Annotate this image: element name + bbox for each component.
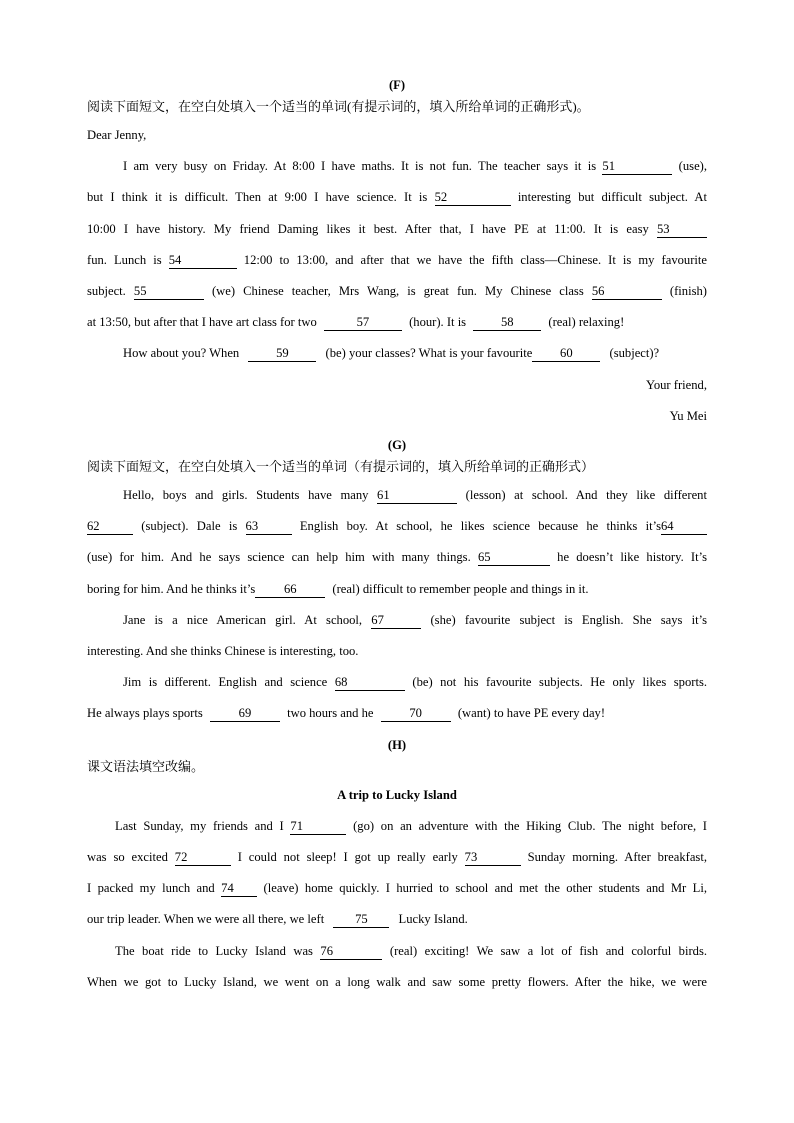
passage-line: boring for him. And he thinks it’s 66 (real) difficult to remember people and things in it.: [87, 581, 589, 596]
passage-line: interesting. And she thinks Chinese is interesting, too.: [87, 644, 359, 659]
passage-line: He always plays sports 69 two hours and he 70 (want) to have PE every day!: [87, 706, 606, 721]
passage-line: our trip leader. When we were all there, we left 75 Lucky Island.: [87, 912, 468, 927]
answer-blank-55[interactable]: 55: [134, 284, 204, 300]
passage-line: was so excited 72 I could not sleep! I got up really early 73 Sunday morning. After breakfast,: [87, 850, 707, 865]
answer-blank-66[interactable]: 66: [255, 582, 325, 598]
answer-blank-70[interactable]: 70: [381, 706, 451, 722]
passage-line: Last Sunday, my friends and I 71 (go) on an adventure with the Hiking Club. The night before, I: [115, 818, 707, 833]
answer-blank-74[interactable]: 74: [221, 881, 257, 897]
answer-blank-56[interactable]: 56: [592, 284, 662, 300]
passage-line: (use) for him. And he says science can help him with many things. 65 he doesn’t like history. It’s: [87, 550, 708, 565]
section-f-instruction: 阅读下面短文，在空白处填入一个适当的单词(有提示词的，填入所给单词的正确形式)。: [87, 99, 590, 114]
passage-line: Jim is different. English and science 68 (be) not his favourite subjects. He only likes sports.: [123, 675, 707, 690]
answer-blank-76[interactable]: 76: [320, 944, 382, 960]
answer-blank-73[interactable]: 73: [465, 850, 521, 866]
section-g-instruction: 阅读下面短文，在空白处填入一个适当的单词（有提示词的，填入所给单词的正确形式）: [87, 459, 595, 475]
passage-line: 10:00 I have history. My friend Daming likes it best. After that, I have PE at 11:00. It is easy 53: [87, 214, 707, 245]
answer-blank-65[interactable]: 65: [478, 550, 550, 566]
passage-line: Hello, boys and girls. Students have many 61 (lesson) at school. And they like different: [123, 488, 707, 503]
passage-line: I packed my lunch and 74 (leave) home quickly. I hurried to school and met the other students and Mr Li,: [87, 881, 707, 896]
letter-greeting: Dear Jenny,: [87, 128, 147, 142]
section-h-title: (H): [387, 737, 407, 752]
answer-blank-54[interactable]: 54: [169, 253, 237, 269]
answer-blank-69[interactable]: 69: [210, 706, 280, 722]
section-f: [87, 76, 707, 432]
section-f-title: (F): [388, 78, 406, 92]
answer-blank-68[interactable]: 68: [335, 675, 405, 691]
answer-blank-58[interactable]: 58: [473, 315, 541, 331]
passage-line: Jane is a nice American girl. At school, 67 (she) favourite subject is English. She says it’s: [123, 612, 708, 627]
letter-signature: Yu Mei: [669, 408, 707, 423]
answer-blank-63[interactable]: 63: [246, 519, 292, 535]
passage-line: I am very busy on Friday. At 8:00 I have maths. It is not fun. The teacher says it is 51 (use),: [123, 159, 707, 174]
answer-blank-52[interactable]: 52: [435, 190, 511, 206]
answer-blank-64[interactable]: 64: [661, 519, 707, 535]
answer-blank-57[interactable]: 57: [324, 315, 402, 331]
passage-line: but I think it is difficult. Then at 9:00 I have science. It is 52 interesting but difficult subject. At: [87, 190, 708, 205]
worksheet-page: [87, 76, 707, 998]
passage-line: subject. 55 (we) Chinese teacher, Mrs Wang, is great fun. My Chinese class 56 (finish): [87, 284, 707, 299]
passage-line: How about you? When 59 (be) your classes? What is your favourite 60 (subject)?: [123, 346, 660, 361]
section-g-title: (G): [387, 438, 407, 453]
answer-blank-62[interactable]: 62: [87, 519, 133, 535]
passage-line: fun. Lunch is 54 12:00 to 13:00, and after that we have the fifth class—Chinese. It is my favourite: [87, 252, 707, 267]
passage-line: The boat ride to Lucky Island was 76 (real) exciting! We saw a lot of fish and colorful birds.: [115, 943, 707, 958]
passage-line: at 13:50, but after that I have art class for two 57 (hour). It is 58 (real) relaxing!: [87, 315, 625, 330]
section-g: [87, 436, 707, 730]
answer-blank-72[interactable]: 72: [175, 850, 231, 866]
section-h: [87, 736, 707, 998]
section-h-instruction: 课文语法填空改编。: [87, 758, 205, 774]
answer-blank-75[interactable]: 75: [333, 912, 389, 928]
answer-blank-53[interactable]: 53: [657, 222, 707, 238]
story-title: A trip to Lucky Island: [337, 787, 457, 802]
passage-line: When we got to Lucky Island, we went on a long walk and saw some pretty flowers. After the hike, we were: [87, 974, 707, 989]
answer-blank-60[interactable]: 60: [532, 346, 600, 362]
answer-blank-51[interactable]: 51: [602, 159, 672, 175]
letter-closing: Your friend,: [646, 377, 707, 392]
answer-blank-67[interactable]: 67: [371, 613, 421, 629]
answer-blank-59[interactable]: 59: [248, 346, 316, 362]
answer-blank-71[interactable]: 71: [290, 819, 346, 835]
answer-blank-61[interactable]: 61: [377, 488, 457, 504]
passage-line: 62 (subject). Dale is 63 English boy. At school, he likes science because he thinks it’s64: [87, 511, 707, 542]
